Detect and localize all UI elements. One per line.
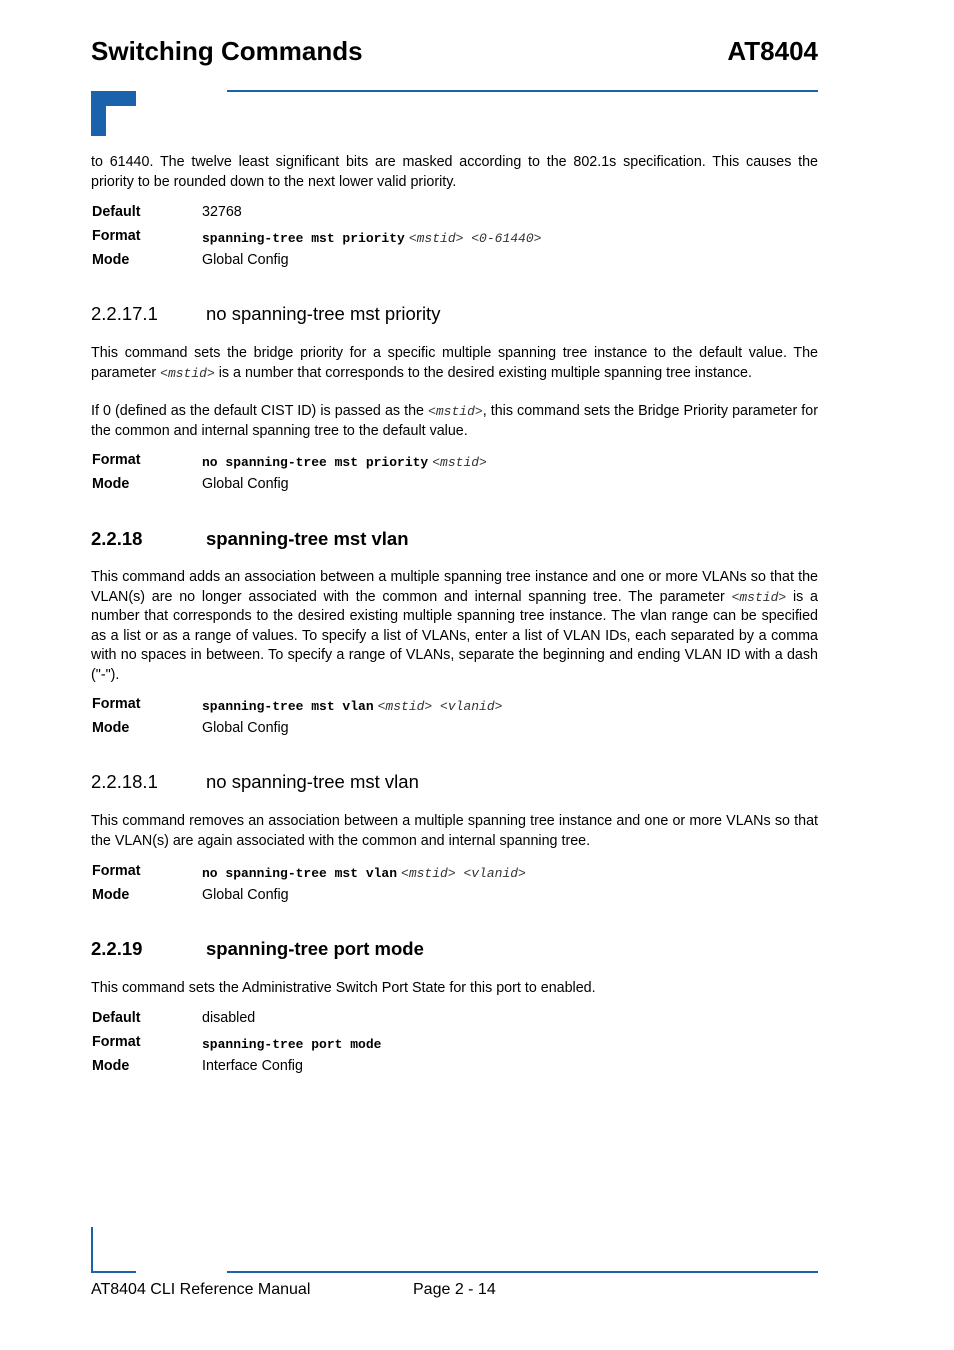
mode-label: Mode [92,252,130,268]
inline-parameter: <mstid> [160,365,215,381]
section-paragraph: This command sets the Administrative Switch Port State for this port to enabled. [91,980,596,996]
command-keyword: no spanning-tree mst vlan [202,866,398,881]
format-row [92,452,818,472]
paragraph-text: is a number that corresponds to the desired existing multiple spanning tree instance. The vlan range can be specified as a list or as a range of values. To specify a list of VLANs, enter a list of VLAN IDs, each separated by a comma with no spaces in between. To specify a range of VLANs, separate the beginning and ending VLAN ID with a dash ("-"). [91,588,818,683]
command-keyword: spanning-tree mst priority [202,231,405,246]
paragraph-text: , this command sets the Bridge Priority parameter for the common and internal spanning tree to the default value. [91,403,818,439]
mode-label: Mode [92,476,130,492]
format-label: Format [92,1034,141,1050]
mode-row [92,1058,818,1078]
footer-page-number: Page 2 - 14 [413,1281,496,1298]
paragraph-text: If 0 (defined as the default CIST ID) is passed as the [91,403,429,419]
format-command [202,698,502,714]
command-keyword: spanning-tree mst vlan [202,699,374,714]
header-rule [227,90,818,92]
paragraph-text: This command adds an association between a multiple spanning tree instance and one or more VLANs so that the VLAN(s) are no longer associated with the common and internal spanning tree. The parameter [91,569,818,605]
section-number: 2.2.18 [91,528,143,549]
format-label: Format [92,228,141,244]
format-row [92,696,818,716]
command-args: <mstid> <0-61440> [408,231,542,246]
format-command [202,230,541,246]
section-title: no spanning-tree mst vlan [206,771,419,792]
default-value: disabled [202,1010,256,1026]
section-number: 2.2.18.1 [91,771,158,792]
section-paragraph: This command removes an association between a multiple spanning tree instance and one or more VLANs so that the VLAN(s) are again associated with the common and internal spanning tree. [91,813,818,849]
mode-value: Global Config [202,476,289,492]
mode-row [92,720,818,740]
inline-parameter: <mstid> [731,589,787,605]
command-args: <mstid> <vlanid> [377,699,503,714]
footer-manual-title: AT8404 CLI Reference Manual [91,1281,311,1298]
format-label: Format [92,863,141,879]
command-args: <mstid> [432,455,487,470]
command-args: <mstid> <vlanid> [401,866,526,881]
mode-row [92,476,818,496]
section-number: 2.2.17.1 [91,303,158,324]
inline-parameter: <mstid> [428,404,483,419]
header-section-title: Switching Commands [91,36,363,66]
format-command [202,865,526,881]
mode-value: Global Config [202,720,289,736]
mode-label: Mode [92,887,130,903]
mode-label: Mode [92,720,130,736]
default-row [92,1010,818,1030]
section-paragraph [91,568,818,685]
footer-corner-mark [91,1227,93,1273]
format-command [202,454,487,470]
header-corner-mark-bar [91,91,136,106]
header-product-title: AT8404 [727,36,818,66]
section-title: spanning-tree port mode [206,938,424,959]
command-keyword: spanning-tree port mode [202,1037,382,1052]
intro-format-row [92,228,818,248]
mode-row [92,887,818,907]
section-title: no spanning-tree mst priority [206,303,441,324]
intro-default-row [92,204,818,224]
command-keyword: no spanning-tree mst priority [202,455,429,470]
intro-mode-row [92,252,818,272]
format-label: Format [92,452,141,468]
mode-value: Interface Config [202,1058,303,1074]
paragraph-text: is a number that corresponds to the desired existing multiple spanning tree instance. [214,364,752,381]
format-command [202,1036,381,1052]
section-paragraph [91,344,818,383]
section-title: spanning-tree mst vlan [206,528,409,549]
format-row [92,1034,818,1054]
default-value: 32768 [202,204,242,220]
default-label: Default [92,1010,141,1026]
mode-value: Global Config [202,887,289,903]
format-label: Format [92,696,141,712]
section-number: 2.2.19 [91,938,143,959]
format-row [92,863,818,883]
footer-corner-mark-bar [91,1271,136,1273]
mode-label: Mode [92,1058,130,1074]
mode-value: Global Config [202,252,289,268]
intro-paragraph: to 61440. The twelve least significant bits are masked according to the 802.1s specification. This causes the priority to be rounded down to the next lower valid priority. [91,154,818,190]
section-paragraph [91,402,818,441]
footer-rule [227,1271,818,1273]
default-label: Default [92,204,141,220]
paragraph-text: This command sets the bridge priority for a specific multiple spanning tree instance to the default value. The parameter [91,345,818,381]
